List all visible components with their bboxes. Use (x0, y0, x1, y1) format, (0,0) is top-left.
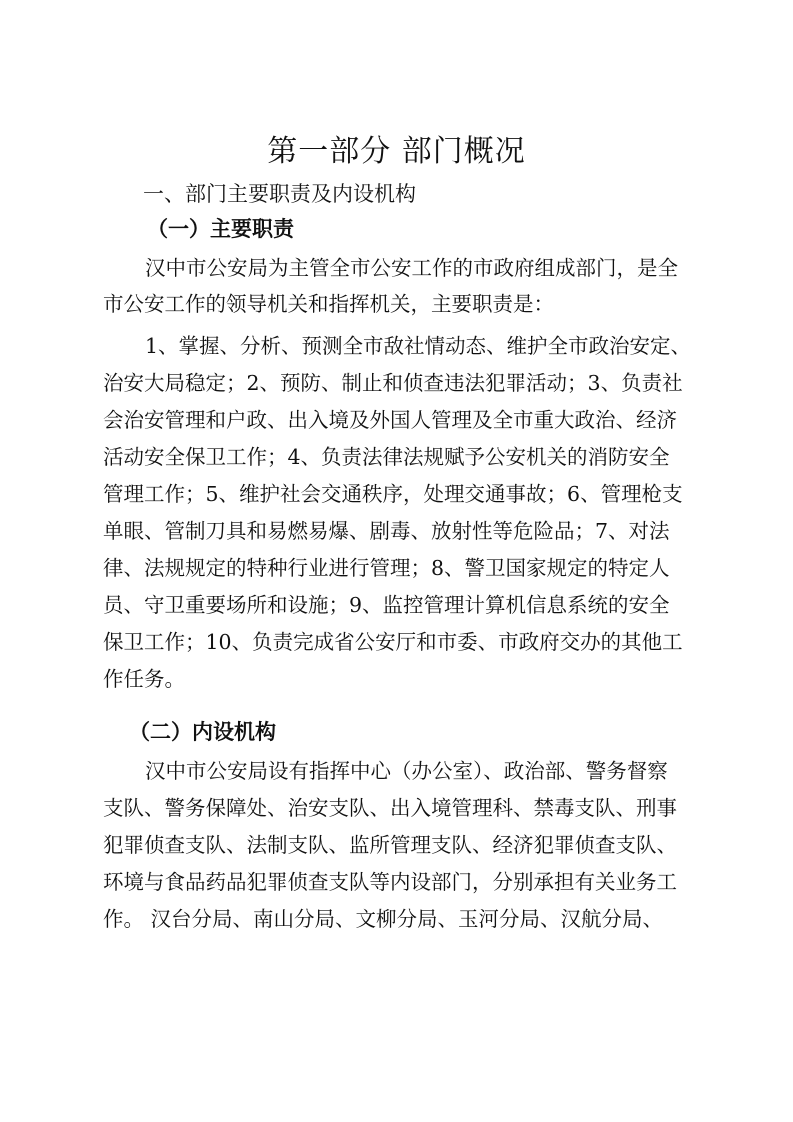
orgs-line: 作。 汉台分局、南山分局、文柳分局、玉河分局、汉航分局、 (103, 907, 664, 931)
duties-list-line: 活动安全保卫工作；4、负责法律法规赋予公安机关的消防安全 (103, 445, 670, 469)
orgs-line: 环境与食品药品犯罪侦查支队等内设部门，分别承担有关业务工 (103, 870, 677, 894)
page-title: 第一部分 部门概况 (267, 134, 526, 169)
duties-list-line: 会治安管理和户政、出入境及外国人管理及全市重大政治、经济 (103, 408, 677, 432)
orgs-line: 汉中市公安局设有指挥中心（办公室）、政治部、警务督察 (145, 759, 668, 783)
duties-list-line: 1、掌握、分析、预测全市敌社情动态、维护全市政治安定、 (145, 334, 692, 358)
section-heading: 一、部门主要职责及内设机构 (143, 182, 416, 206)
duties-list-line: 单眼、管制刀具和易燃易爆、剧毒、放射性等危险品；7、对法 (103, 519, 670, 543)
duties-intro-line: 汉中市公安局为主管全市公安工作的市政府组成部门，是全 (145, 256, 678, 280)
duties-intro-line: 市公安工作的领导机关和指挥机关，主要职责是： (103, 292, 554, 316)
duties-list-line: 管理工作；5、维护社会交通秩序，处理交通事故；6、管理枪支 (103, 482, 683, 506)
duties-list-line: 保卫工作；10、负责完成省公安厅和市委、市政府交办的其他工 (103, 630, 683, 654)
duties-list-line: 律、法规规定的特种行业进行管理；8、警卫国家规定的特定人 (103, 556, 670, 580)
orgs-heading: （二）内设机构 (129, 720, 276, 744)
duties-list-line: 员、守卫重要场所和设施；9、监控管理计算机信息系统的安全 (103, 593, 670, 617)
orgs-line: 犯罪侦查支队、法制支队、监所管理支队、经济犯罪侦查支队、 (103, 833, 677, 857)
duties-list-line: 治安大局稳定；2、预防、制止和侦查违法犯罪活动；3、负责社 (103, 371, 683, 395)
duties-list-line: 作任务。 (103, 667, 185, 691)
orgs-line: 支队、警务保障处、治安支队、出入境管理科、禁毒支队、刑事 (103, 796, 677, 820)
duties-heading: （一）主要职责 (147, 217, 294, 241)
